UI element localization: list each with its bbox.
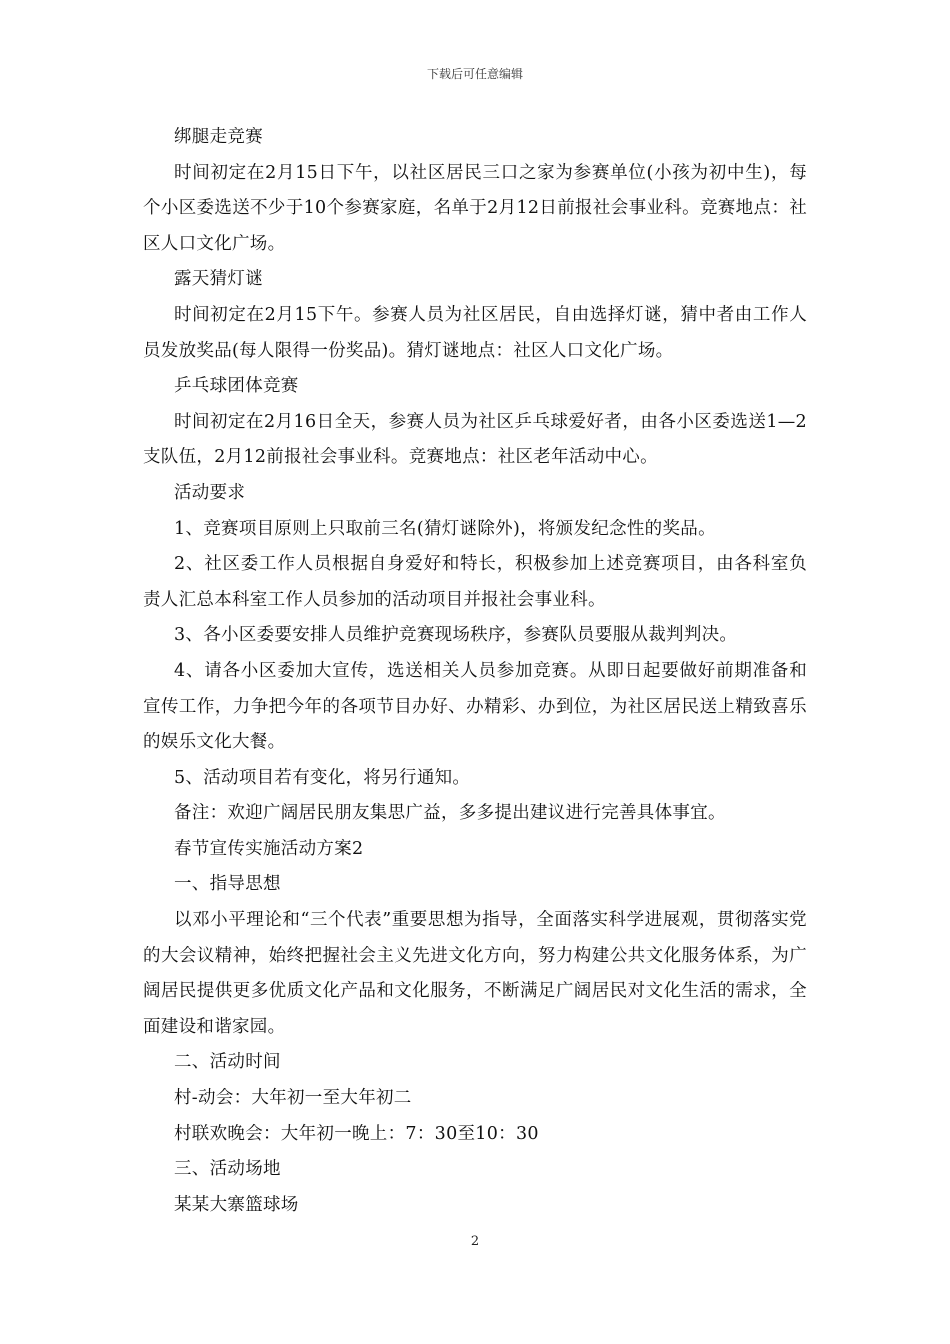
page-header-note: 下载后可任意编辑	[426, 67, 523, 81]
page-number: 2	[470, 1234, 480, 1249]
section-heading-leg-race: 绑腿走竞赛	[174, 127, 263, 147]
activity-time-evening-party: 村联欢晚会：大年初一晚上：7：30至10：30	[174, 1123, 539, 1144]
requirement-item-5: 5、活动项目若有变化，将另行通知。	[174, 767, 471, 788]
requirement-item-3: 3、各小区委要安排人员维护竞赛现场秩序，参赛队员要服从裁判判决。	[174, 625, 738, 646]
section-heading-lantern-riddles: 露天猜灯谜	[174, 269, 263, 290]
section-heading-guiding-ideology: 一、指导思想	[174, 874, 281, 895]
remark-paragraph: 备注：欢迎广阔居民朋友集思广益，多多提出建议进行完善具体事宜。	[174, 803, 726, 824]
paragraph-lantern-riddles-details: 时间初定在2月15下午。参赛人员为社区居民，自由选择灯谜，猜中者由工作人员发放奖品(每人限得一份奖品)。猜灯谜地点：社区人口文化广场。	[143, 304, 807, 361]
document-body	[143, 120, 807, 1223]
requirement-item-2: 2、社区委工作人员根据自身爱好和特长，积极参加上述竞赛项目，由各科室负责人汇总本科室工作人员参加的活动项目并报社会事业科。	[143, 554, 807, 610]
requirement-item-1: 1、竞赛项目原则上只取前三名(猜灯谜除外)，将颁发纪念性的奖品。	[174, 518, 716, 539]
section-heading-table-tennis: 乒乓球团体竞赛	[174, 376, 299, 397]
activity-venue-court: 某某大寨篮球场	[174, 1194, 299, 1215]
section-heading-activity-time: 二、活动时间	[174, 1052, 281, 1073]
activity-time-sports-meet: 村-动会：大年初一至大年初二	[174, 1088, 412, 1109]
plan-title-2: 春节宣传实施活动方案2	[174, 838, 364, 859]
requirement-item-4: 4、请各小区委加大宣传，选送相关人员参加竞赛。从即日起要做好前期准备和宣传工作，力争把今年的各项节目办好、办精彩、办到位，为社区居民送上精致喜乐的娱乐文化大餐。	[143, 660, 807, 753]
section-heading-activity-venue: 三、活动场地	[174, 1159, 281, 1180]
section-heading-requirements: 活动要求	[174, 482, 246, 503]
paragraph-guiding-ideology: 以邓小平理论和“三个代表”重要思想为指导，全面落实科学进展观，贯彻落实党的大会议精神，始终把握社会主义先进文化方向，努力构建公共文化服务体系，为广阔居民提供更多优质文化产品和文化服务，不断满足广阔居民对文化生活的需求，全面建设和谐家园。	[143, 910, 807, 1037]
paragraph-table-tennis-details: 时间初定在2月16日全天，参赛人员为社区乒乓球爱好者，由各小区委选送1—2支队伍，2月12前报社会事业科。竞赛地点：社区老年活动中心。	[143, 411, 807, 468]
paragraph-leg-race-details: 时间初定在2月15日下午，以社区居民三口之家为参赛单位(小孩为初中生)，每个小区委选送不少于10个参赛家庭，名单于2月12日前报社会事业科。竞赛地点：社区人口文化广场。	[143, 162, 807, 254]
